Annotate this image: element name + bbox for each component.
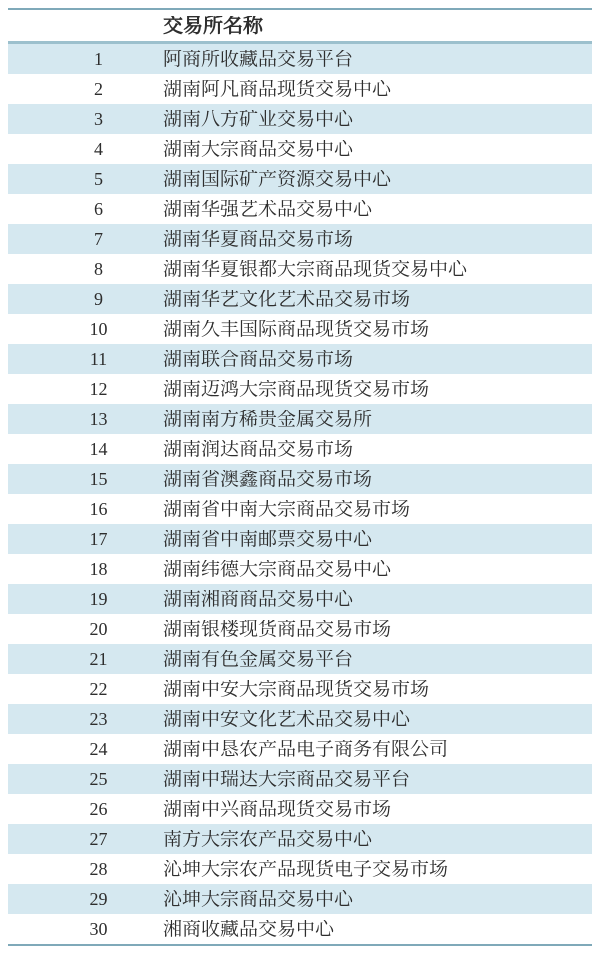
row-number: 30 [89, 919, 108, 939]
exchange-name: 湖南湘商商品交易中心 [163, 589, 354, 609]
exchange-name: 湖南有色金属交易平台 [163, 649, 354, 669]
row-number: 8 [94, 259, 103, 279]
exchange-name: 湘商收藏品交易中心 [163, 919, 335, 939]
table-row [8, 344, 592, 374]
table-body [8, 44, 592, 944]
exchange-table [8, 8, 592, 946]
table-row [8, 224, 592, 254]
exchange-name: 湖南省中南邮票交易中心 [163, 529, 373, 549]
table-row [8, 794, 592, 824]
row-number: 24 [89, 739, 108, 759]
table-row [8, 404, 592, 434]
row-number: 21 [89, 649, 108, 669]
row-number: 20 [89, 619, 108, 639]
row-number: 23 [89, 709, 108, 729]
exchange-name: 沁坤大宗农产品现货电子交易市场 [163, 859, 449, 879]
table-row [8, 914, 592, 944]
row-number: 3 [94, 109, 103, 129]
table-row [8, 554, 592, 584]
row-number: 16 [89, 499, 108, 519]
exchange-name: 湖南中安文化艺术品交易中心 [163, 709, 411, 729]
exchange-name: 湖南大宗商品交易中心 [163, 139, 354, 159]
row-number: 25 [89, 769, 108, 789]
exchange-name: 湖南联合商品交易市场 [163, 349, 354, 369]
table-row [8, 494, 592, 524]
row-number: 29 [89, 889, 108, 909]
table-row [8, 314, 592, 344]
row-number: 11 [89, 349, 108, 369]
row-number: 13 [89, 409, 108, 429]
exchange-name: 湖南纬德大宗商品交易中心 [163, 559, 392, 579]
table-row [8, 434, 592, 464]
table-row [8, 614, 592, 644]
table-row [8, 764, 592, 794]
exchange-name: 湖南中安大宗商品现货交易市场 [163, 679, 430, 699]
row-number: 26 [89, 799, 108, 819]
row-number: 9 [94, 289, 103, 309]
row-number: 17 [89, 529, 108, 549]
row-number: 10 [89, 319, 108, 339]
table-row [8, 254, 592, 284]
table-row [8, 104, 592, 134]
exchange-name: 湖南久丰国际商品现货交易市场 [163, 319, 430, 339]
row-number: 2 [94, 79, 103, 99]
table-row [8, 674, 592, 704]
table-row [8, 734, 592, 764]
row-number: 6 [94, 199, 103, 219]
table-row [8, 584, 592, 614]
row-number: 28 [89, 859, 108, 879]
row-number: 4 [94, 139, 103, 159]
table-row [8, 374, 592, 404]
exchange-name: 南方大宗农产品交易中心 [163, 829, 373, 849]
exchange-name: 湖南华夏商品交易市场 [163, 229, 354, 249]
exchange-name: 湖南中兴商品现货交易市场 [163, 799, 392, 819]
row-number: 12 [89, 379, 108, 399]
table-row [8, 854, 592, 884]
exchange-name: 湖南润达商品交易市场 [163, 439, 354, 459]
table-row [8, 44, 592, 74]
row-number: 19 [89, 589, 108, 609]
exchange-name: 湖南八方矿业交易中心 [163, 109, 354, 129]
table-row [8, 464, 592, 494]
row-number: 22 [89, 679, 108, 699]
row-number: 27 [89, 829, 108, 849]
table-row [8, 134, 592, 164]
exchange-name: 湖南中恳农产品电子商务有限公司 [163, 739, 449, 759]
table-row [8, 884, 592, 914]
table-row [8, 524, 592, 554]
row-number: 1 [94, 49, 103, 69]
table-row [8, 194, 592, 224]
table-header-row [8, 10, 592, 44]
header-name-label: 交易所名称 [163, 15, 263, 36]
exchange-name: 湖南华夏银都大宗商品现货交易中心 [163, 259, 468, 279]
exchange-name: 湖南华强艺术品交易中心 [163, 199, 373, 219]
row-number: 15 [89, 469, 108, 489]
row-number: 5 [94, 169, 103, 189]
table-row [8, 824, 592, 854]
exchange-name: 沁坤大宗商品交易中心 [163, 889, 354, 909]
row-number: 14 [89, 439, 108, 459]
exchange-name: 湖南华艺文化艺术品交易市场 [163, 289, 411, 309]
exchange-name: 湖南阿凡商品现货交易中心 [163, 79, 392, 99]
exchange-name: 湖南国际矿产资源交易中心 [163, 169, 392, 189]
table-row [8, 74, 592, 104]
table-row [8, 644, 592, 674]
exchange-name: 湖南迈鸿大宗商品现货交易市场 [163, 379, 430, 399]
exchange-name: 湖南南方稀贵金属交易所 [163, 409, 373, 429]
exchange-name: 湖南省澳鑫商品交易市场 [163, 469, 373, 489]
row-number: 7 [94, 229, 103, 249]
table-row [8, 704, 592, 734]
exchange-name: 湖南中瑞达大宗商品交易平台 [163, 769, 411, 789]
table-row [8, 284, 592, 314]
exchange-name: 湖南省中南大宗商品交易市场 [163, 499, 411, 519]
row-number: 18 [89, 559, 108, 579]
table-row [8, 164, 592, 194]
exchange-name: 湖南银楼现货商品交易市场 [163, 619, 392, 639]
exchange-name: 阿商所收藏品交易平台 [163, 49, 354, 69]
